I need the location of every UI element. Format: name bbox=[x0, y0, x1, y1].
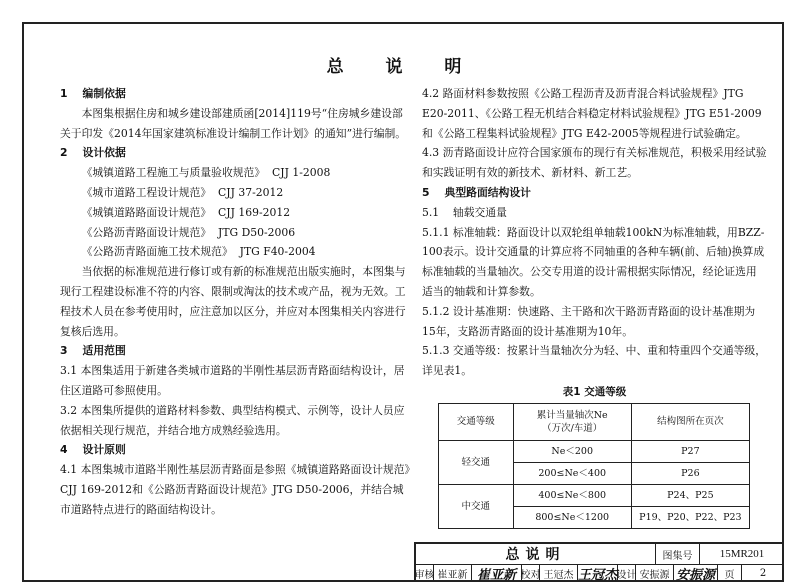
section-5-1-3-text: 5.1.3 交通等级：按累计当量轴次分为轻、中、重和特重四个交通等级，详见表1。 bbox=[422, 344, 767, 378]
section-4-heading: 4 设计原则 bbox=[60, 443, 126, 457]
table-cell-grade: 中交通 bbox=[439, 484, 514, 528]
left-column bbox=[60, 84, 410, 520]
section-1-text: 本图集根据住房和城乡建设部建质函[2014]119号“住房城乡建设部关于印发《2014年国家建筑标准设计编制工作计划》的通知”进行编制。 bbox=[60, 106, 407, 140]
reference-standard: 《公路沥青路面施工技术规范》 JTG F40-2004 bbox=[81, 245, 316, 259]
title-block-row bbox=[416, 564, 784, 582]
designer-signature: 安振源 bbox=[674, 564, 718, 582]
right-column bbox=[422, 84, 767, 529]
table-cell-range: 400≤Ne＜800 bbox=[513, 484, 631, 506]
section-3-heading: 3 适用范围 bbox=[60, 344, 126, 358]
table-cell-range: 200≤Ne＜400 bbox=[513, 462, 631, 484]
reference-standard: 《城镇道路路面设计规范》 CJJ 169-2012 bbox=[81, 205, 291, 219]
table-header-row bbox=[439, 403, 750, 440]
check-label: 校对 bbox=[522, 564, 540, 582]
drawing-sheet bbox=[22, 22, 784, 582]
title-block-row bbox=[416, 544, 784, 565]
table-cell-grade: 轻交通 bbox=[439, 440, 514, 484]
reviewer-signature: 崔亚新 bbox=[472, 564, 522, 582]
table-header-cell: 累计当量轴次Ne （万次/车道） bbox=[513, 403, 631, 440]
review-label: 审核 bbox=[416, 564, 434, 582]
reference-standard: 《城镇道路工程施工与质量验收规范》 CJJ 1-2008 bbox=[81, 166, 331, 180]
table-row bbox=[439, 440, 750, 462]
section-2-text: 当依据的标准规范进行修订或有新的标准规范出版实施时，本图集与现行工程建设标准不符的内容、限制或淘汰的技术或产品，视为无效。工程技术人员在参考使用时，应注意加以区分，并应对本图集相关内容进行复核后选用。 bbox=[60, 265, 406, 338]
section-4-3-text: 4.3 沥青路面设计应符合国家颁布的现行有关标准规范，积极采用经试验和实践证明有效的新技术、新材料、新工艺。 bbox=[422, 146, 767, 180]
table-header-cell: 交通等级 bbox=[439, 403, 514, 440]
table-cell-pages: P27 bbox=[631, 440, 749, 462]
atlas-number: 15MR201 bbox=[719, 548, 765, 560]
table-cell-range: 800≤Ne＜1200 bbox=[513, 506, 631, 528]
section-5-1-2-text: 5.1.2 设计基准期：快速路、主干路和次干路沥青路面的设计基准期为15年，支路沥青路面的设计基准期为10年。 bbox=[422, 304, 756, 338]
title-block bbox=[414, 542, 784, 582]
section-5-heading: 5 典型路面结构设计 bbox=[422, 185, 531, 199]
table-row bbox=[439, 484, 750, 506]
atlas-number-label: 图集号 bbox=[656, 544, 700, 564]
drawing-name: 总说明 bbox=[416, 544, 656, 564]
reviewer-name: 崔亚新 bbox=[434, 564, 472, 582]
table-cell-pages: P19、P20、P22、P23 bbox=[631, 506, 749, 528]
traffic-grade-table bbox=[438, 403, 750, 529]
checker-name: 王冠杰 bbox=[540, 564, 578, 582]
design-label: 设计 bbox=[618, 564, 636, 582]
table-header-cell: 结构图所在页次 bbox=[631, 403, 749, 440]
page-title: 总 说 明 bbox=[326, 57, 480, 77]
checker-signature: 王冠杰 bbox=[578, 564, 618, 582]
section-3-2-text: 3.2 本图集所提供的道路材料参数、典型结构模式、示例等，设计人员应依据相关现行规范，并结合地方成熟经验选用。 bbox=[60, 403, 405, 437]
section-5-1-heading: 5.1 轴载交通量 bbox=[422, 205, 507, 219]
reference-standard: 《公路沥青路面设计规范》 JTG D50-2006 bbox=[81, 225, 296, 239]
designer-name: 安振源 bbox=[636, 564, 674, 582]
reference-standard: 《城市道路工程设计规范》 CJJ 37-2012 bbox=[81, 185, 284, 199]
section-3-1-text: 3.1 本图集适用于新建各类城市道路的半刚性基层沥青路面结构设计，居住区道路可参照使用。 bbox=[60, 364, 405, 397]
page-number: 2 bbox=[759, 567, 767, 579]
table-cell-pages: P24、P25 bbox=[631, 484, 749, 506]
table-caption: 表1 交通等级 bbox=[562, 385, 627, 398]
section-2-heading: 2 设计依据 bbox=[60, 146, 126, 160]
section-4-1-text: 4.1 本图集城市道路半刚性基层沥青路面是参照《城镇道路路面设计规范》CJJ 169-2012和《公路沥青路面设计规范》JTG D50-2006，并结合城市道路特点进行的路面结构设计。 bbox=[60, 463, 410, 516]
table-cell-pages: P26 bbox=[631, 462, 749, 484]
section-4-2-text: 4.2 路面材料参数按照《公路工程沥青及沥青混合料试验规程》JTG E20-2011、《公路工程无机结合料稳定材料试验规程》JTG E51-2009和《公路工程集料试验规程》JTG E42-2005等规程进行试验确定。 bbox=[422, 87, 762, 140]
table-cell-range: Ne＜200 bbox=[513, 440, 631, 462]
page-label: 页 bbox=[718, 564, 742, 582]
section-1-heading: 1 编制依据 bbox=[60, 87, 126, 100]
section-5-1-1-text: 5.1.1 标准轴载：路面设计以双轮组单轴载100kN为标准轴载，用BZZ-100表示。设计交通量的计算应将不同轴重的各种车辆(前、后轴)换算成标准轴载的当量轴次。公交专用道的设计需根据实际情况，经论证选用适当的轴载和计算参数。 bbox=[422, 225, 765, 298]
